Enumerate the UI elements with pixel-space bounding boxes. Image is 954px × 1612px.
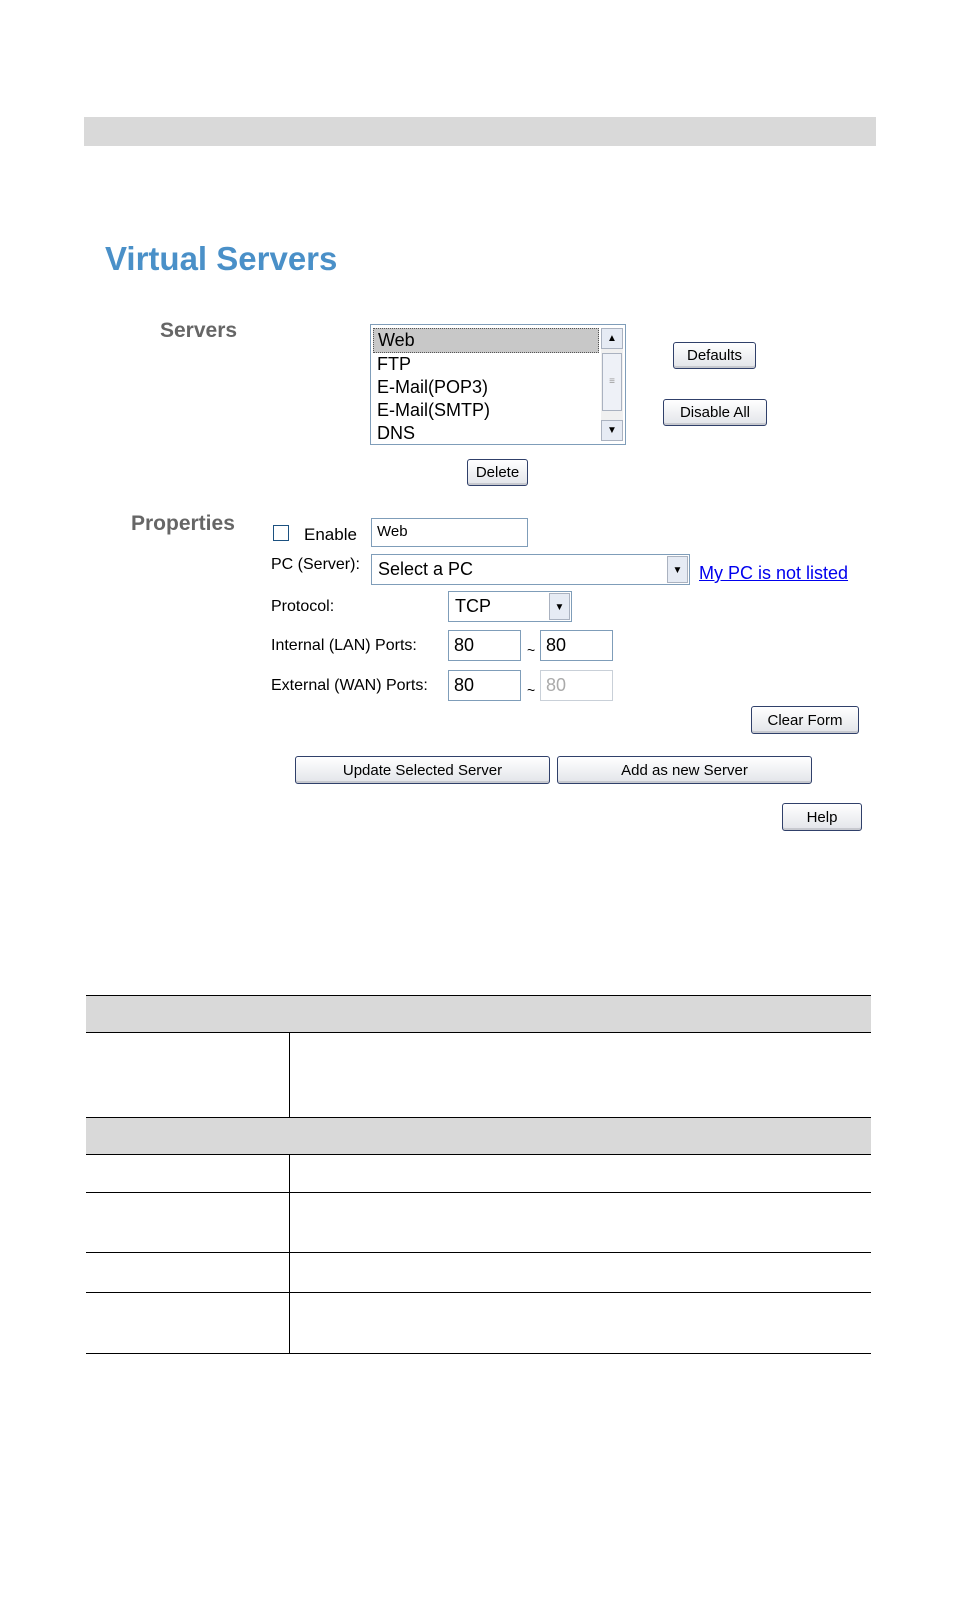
properties-section-label: Properties bbox=[131, 512, 235, 535]
server-list-item[interactable]: E-Mail(SMTP) bbox=[377, 400, 490, 420]
servers-list-items bbox=[373, 328, 599, 445]
update-selected-server-button[interactable]: Update Selected Server bbox=[295, 756, 550, 784]
enable-checkbox[interactable] bbox=[273, 525, 289, 541]
table-section-header bbox=[86, 1118, 871, 1155]
add-new-server-button[interactable]: Add as new Server bbox=[557, 756, 812, 784]
servers-scrollbar[interactable] bbox=[601, 328, 623, 441]
settings-description-table bbox=[86, 995, 871, 1354]
external-ports-label: External (WAN) Ports: bbox=[271, 677, 428, 694]
pc-server-label: PC (Server): bbox=[271, 556, 360, 573]
page-header-bar bbox=[84, 117, 876, 146]
internal-port-from-input[interactable]: 80 bbox=[448, 630, 521, 661]
servers-section-label: Servers bbox=[160, 319, 238, 342]
server-list-item[interactable]: E-Mail(POP3) bbox=[377, 377, 489, 397]
table-section-header bbox=[86, 996, 871, 1033]
protocol-select-value: TCP bbox=[455, 596, 491, 616]
server-list-item[interactable]: DNS bbox=[377, 423, 416, 443]
external-port-to-input: 80 bbox=[540, 670, 613, 701]
chevron-down-icon[interactable]: ▼ bbox=[549, 593, 570, 620]
chevron-down-icon[interactable]: ▼ bbox=[667, 556, 688, 583]
server-list-item[interactable]: FTP bbox=[377, 354, 411, 374]
server-list-item[interactable]: Web bbox=[373, 328, 599, 353]
help-button[interactable]: Help bbox=[782, 803, 862, 831]
scroll-down-icon[interactable]: ▼ bbox=[601, 420, 623, 441]
port-range-separator: ~ bbox=[527, 642, 536, 658]
table-row bbox=[86, 1033, 871, 1118]
protocol-select[interactable] bbox=[448, 591, 572, 622]
clear-form-button[interactable]: Clear Form bbox=[751, 706, 859, 734]
pc-server-select-value: Select a PC bbox=[378, 559, 474, 579]
table-row bbox=[86, 1155, 871, 1193]
servers-listbox[interactable] bbox=[370, 324, 626, 445]
page-title: Virtual Servers bbox=[105, 240, 338, 277]
protocol-label: Protocol: bbox=[271, 598, 335, 615]
table-row bbox=[86, 1253, 871, 1293]
pc-not-listed-link[interactable]: My PC is not listed bbox=[699, 563, 849, 583]
port-range-separator: ~ bbox=[527, 682, 536, 698]
table-row bbox=[86, 1193, 871, 1253]
server-name-input[interactable]: Web bbox=[371, 518, 528, 547]
defaults-button[interactable]: Defaults bbox=[673, 342, 756, 369]
enable-label: Enable bbox=[304, 525, 357, 544]
delete-button[interactable]: Delete bbox=[467, 459, 528, 486]
internal-port-to-input[interactable]: 80 bbox=[540, 630, 613, 661]
disable-all-button[interactable]: Disable All bbox=[663, 399, 767, 426]
internal-ports-label: Internal (LAN) Ports: bbox=[271, 637, 417, 654]
external-port-from-input[interactable]: 80 bbox=[448, 670, 521, 701]
scroll-up-icon[interactable]: ▲ bbox=[601, 328, 623, 349]
table-row bbox=[86, 1293, 871, 1354]
scroll-thumb[interactable]: ≡ bbox=[602, 353, 622, 411]
pc-server-select[interactable] bbox=[371, 554, 690, 585]
